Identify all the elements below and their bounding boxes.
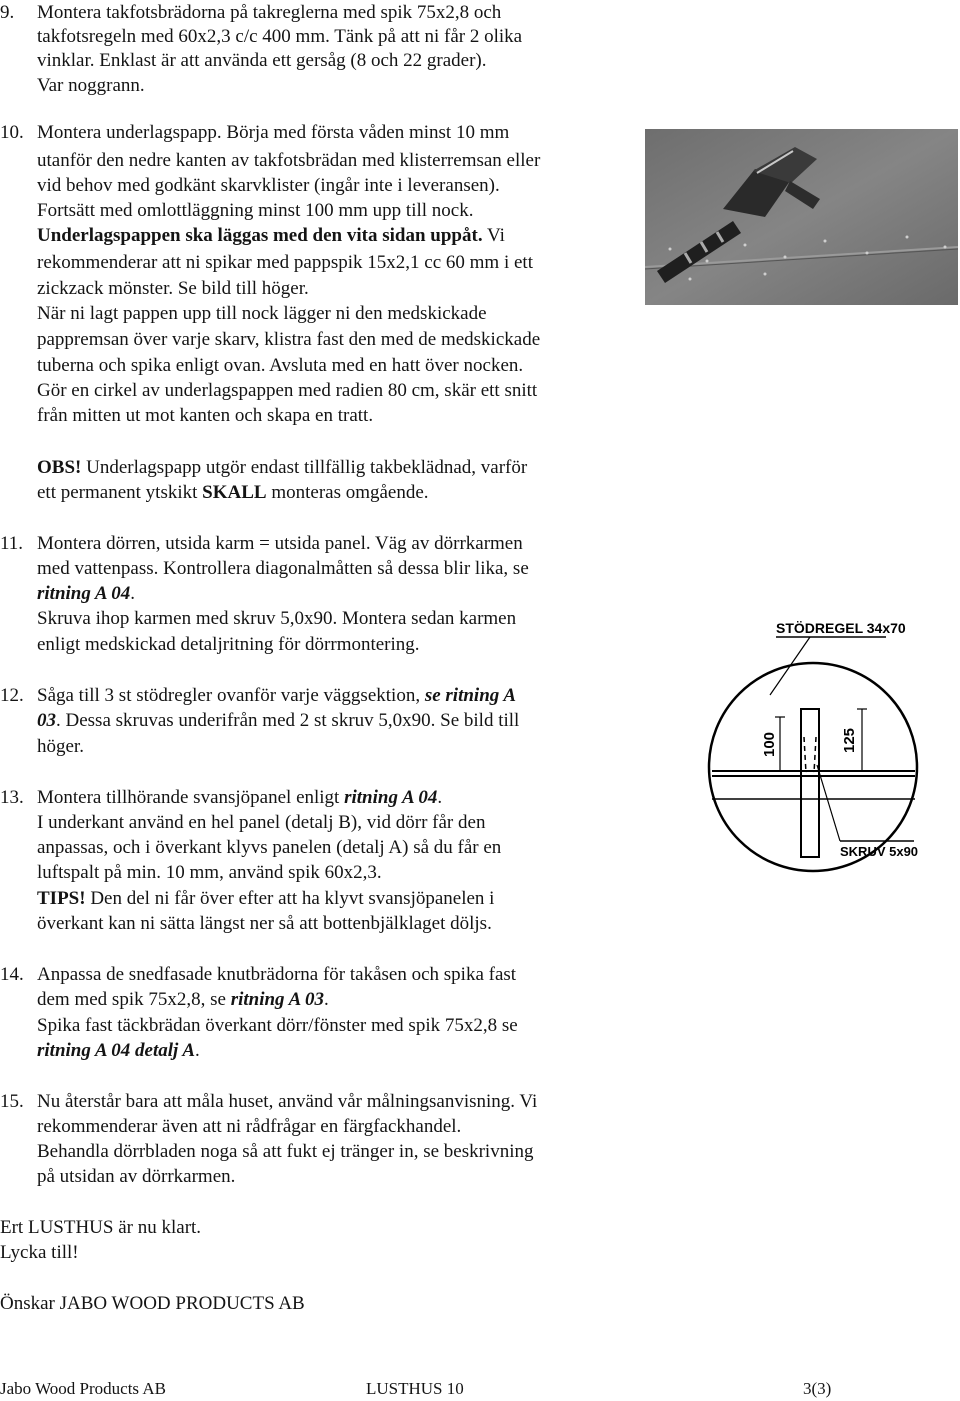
step-10-line-5 [37, 223, 505, 249]
step-13-line-2: I underkant använd en hel panel (detalj B), vid dörr får den [37, 812, 486, 833]
step-9-line-4: Var noggrann. [37, 75, 145, 96]
step-11-line-4: Skruva ihop karmen med skruv 5,0x90. Montera sedan karmen [37, 608, 517, 629]
footer-company: Jabo Wood Products AB [0, 1379, 166, 1398]
step-10-line-11: Gör en cirkel av underlagspappen med radien 80 cm, skär ett snitt [37, 380, 538, 401]
step-9-line-1: Montera takfotsbrädorna på takreglerna med spik 75x2,8 och [37, 2, 502, 23]
step-10-line-7: zickzack mönster. Se bild till höger. [37, 278, 309, 299]
step-10-line-6: rekommenderar att ni spikar med pappspik 15x2,1 cc 60 mm i ett [37, 252, 533, 273]
step-13-line-5 [37, 886, 494, 912]
dimension-100: 100 [761, 731, 778, 757]
step-12-line-3: höger. [37, 736, 84, 757]
obs-line-1 [37, 455, 527, 481]
obs-line-2-post: monteras omgående. [266, 482, 429, 503]
step-10-line-1: Montera underlagspapp. Börja med första våden minst 10 mm [37, 122, 510, 143]
step-14-line-4 [37, 1038, 200, 1064]
closing-signature: Önskar JABO WOOD PRODUCTS AB [0, 1293, 305, 1314]
step-15-number: 15. [0, 1091, 24, 1112]
footer-product: LUSTHUS 10 [366, 1379, 464, 1398]
obs-line-2-pre: ett permanent ytskikt [37, 482, 203, 503]
step-13-line-1 [37, 785, 442, 811]
obs-label: OBS! [37, 457, 82, 478]
step-10-line-4: Fortsätt med omlottläggning minst 100 mm upp till nock. [37, 200, 474, 221]
step-14-line-3: Spika fast täckbrädan överkant dörr/fönster med spik 75x2,8 se [37, 1015, 518, 1036]
step-13-number: 13. [0, 787, 24, 808]
step-10-line-3: vid behov med godkänt skarvklister (ingår inte i leveransen). [37, 175, 500, 196]
step-10-line-12: från mitten ut mot kanten och skapa en tratt. [37, 405, 374, 426]
step-10-line-5-rest: Vi [482, 225, 505, 246]
step-14-line-1: Anpassa de snedfasade knutbrädorna för takåsen och spika fast [37, 964, 517, 985]
step-12-line-2-post: . Dessa skruvas underifrån med 2 st skruv 5,0x90. Se bild till [56, 710, 520, 731]
step-14-line-2-post: . [323, 989, 329, 1010]
step-15-line-2: rekommenderar även att ni rådfrågar en färgfackhandel. [37, 1116, 462, 1137]
step-14-line-4-post: . [195, 1040, 200, 1061]
step-11-line-3 [37, 581, 135, 607]
step-12-drawing-ref: se ritning A [424, 685, 516, 706]
step-10-line-10: tuberna och spika enligt ovan. Avsluta med en hatt över nocken. [37, 355, 524, 376]
obs-line-2 [37, 480, 429, 506]
step-9-line-2: takfotsregeln med 60x2,3 c/c 400 mm. Tänk på att ni får 2 olika [37, 26, 523, 47]
step-13-drawing-ref: ritning A 04 [344, 787, 438, 808]
step-15-line-1: Nu återstår bara att måla huset, använd vår målningsanvisning. Vi [37, 1091, 538, 1112]
screw-label: SKRUV 5x90 [840, 844, 919, 859]
step-10-number: 10. [0, 122, 24, 143]
step-9-number: 9. [0, 2, 15, 23]
step-13-line-3: anpassas, och i överkant klyvs panelen (detalj A) så du får en [37, 837, 502, 858]
support-batten-drawing [700, 605, 960, 885]
obs-line-1-rest: Underlagspapp utgör endast tillfällig takbeklädnad, varför [81, 457, 528, 478]
footer-page-number: 3(3) [803, 1379, 832, 1398]
step-13-line-6: överkant kan ni sätta längst ner så att bottenbjälklaget döljs. [37, 913, 492, 934]
step-12-line-1 [37, 683, 516, 709]
step-14-line-2-pre: dem med spik 75x2,8, se [37, 989, 231, 1010]
step-14-number: 14. [0, 964, 24, 985]
step-10-line-2: utanför den nedre kanten av takfotsbrädan med klisterremsan eller [37, 150, 541, 171]
hammer-roofing-photo [645, 129, 958, 305]
step-12-number: 12. [0, 685, 24, 706]
step-12-drawing-ref-number: 03 [37, 710, 56, 731]
step-11-drawing-ref: ritning A 04 [37, 583, 131, 604]
step-11-line-5: enligt medskickad detaljritning för dörrmontering. [37, 634, 420, 655]
tips-label: TIPS! [37, 888, 86, 909]
dimension-125: 125 [841, 727, 858, 753]
step-13-line-5-rest: Den del ni får över efter att ha klyvt svansjöpanelen i [85, 888, 495, 909]
step-11-line-3-post: . [130, 583, 136, 604]
step-9-line-3: vinklar. Enklast är att använda ett gersåg (8 och 22 grader). [37, 50, 487, 71]
step-10-line-9: pappremsan över varje skarv, klistra fast den med de medskickade [37, 329, 541, 350]
step-14-detail-ref: ritning A 04 detalj A [37, 1040, 196, 1061]
step-10-emphasis: Underlagspappen ska läggas med den vita sidan uppåt. [37, 225, 483, 246]
step-11-line-2: med vattenpass. Kontrollera diagonalmåtten så dessa blir lika, se [37, 558, 529, 579]
closing-line-2: Lycka till! [0, 1242, 79, 1263]
step-15-line-4: på utsidan av dörrkarmen. [37, 1166, 236, 1187]
step-11-line-1: Montera dörren, utsida karm = utsida panel. Väg av dörrkarmen [37, 533, 523, 554]
closing-line-1: Ert LUSTHUS är nu klart. [0, 1217, 202, 1238]
step-10-line-8: När ni lagt pappen upp till nock lägger ni den medskickade [37, 303, 487, 324]
obs-skall: SKALL [202, 482, 267, 503]
step-14-line-2 [37, 987, 329, 1013]
step-13-line-4: luftspalt på min. 10 mm, använd spik 60x2,3. [37, 862, 382, 883]
step-14-drawing-ref: ritning A 03 [230, 989, 324, 1010]
step-12-line-1-pre: Såga till 3 st stödregler ovanför varje väggsektion, [37, 685, 425, 706]
step-12-line-2 [37, 708, 519, 734]
step-11-number: 11. [0, 533, 24, 554]
drawing-title: STÖDREGEL 34x70 [776, 620, 906, 636]
step-15-line-3: Behandla dörrbladen noga så att fukt ej tränger in, se beskrivning [37, 1141, 534, 1162]
step-13-line-1-pre: Montera tillhörande svansjöpanel enligt [37, 787, 345, 808]
step-13-line-1-post: . [437, 787, 443, 808]
